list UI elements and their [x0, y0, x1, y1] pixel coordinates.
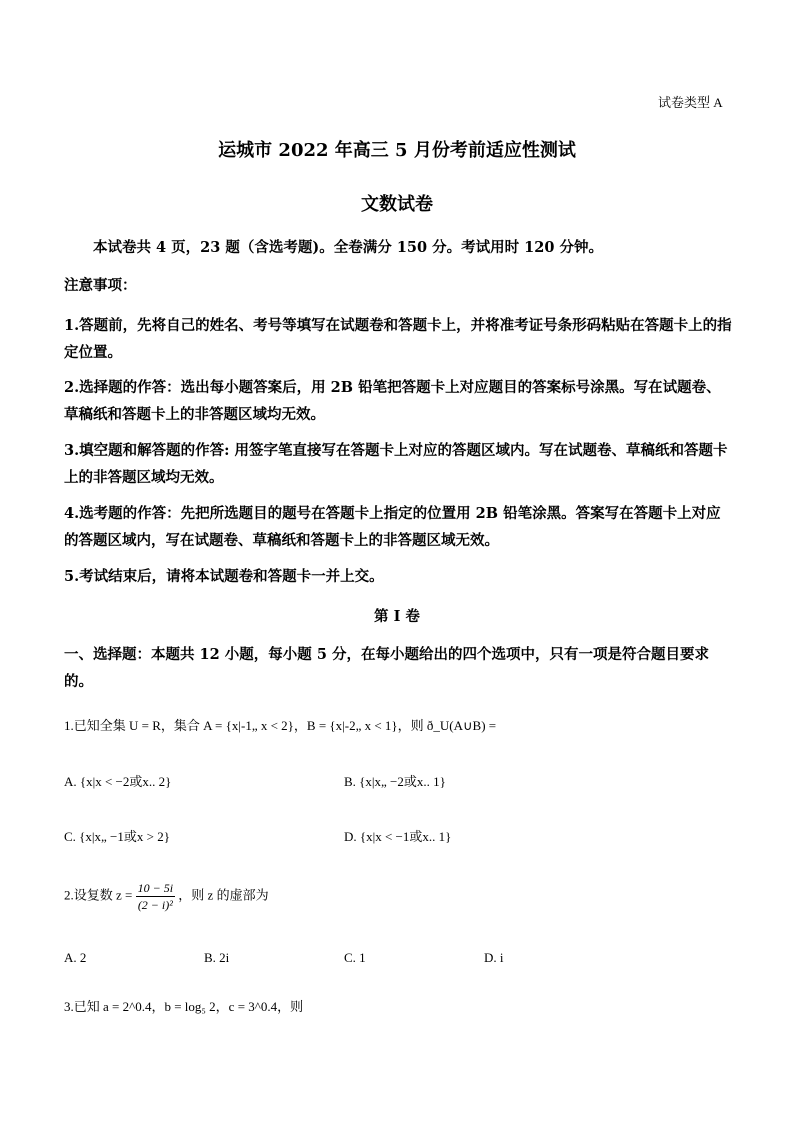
- question-2-stem: [64, 880, 269, 913]
- notice-heading: 注意事项：: [64, 277, 137, 294]
- notice-item-1: 1.答题前，先将自己的姓名、考号等填写在试题卷和答题卡上，并将准考证号条形码粘贴在答题卡上的指定位置。: [64, 317, 732, 361]
- section-title: 第 I 卷: [374, 608, 420, 625]
- question-1-option-a: A. {x|x < −2或x.. 2}: [64, 774, 172, 789]
- question-2-fraction: [136, 880, 175, 913]
- exam-intro: 本试卷共 4 页，23 题（含选考题)。全卷满分 150 分。考试用时 120 分钟。: [93, 239, 603, 256]
- question-3-stem: 3.已知 a = 2^0.4，b = log₅ 2，c = 3^0.4，则: [64, 999, 304, 1014]
- question-1-stem: 1.已知全集 U = R，集合 A = {x|-1„ x < 2}，B = {x|-2„ x < 1}，则 ð_U(A∪B) =: [64, 718, 497, 733]
- notice-item-4: 4.选考题的作答：先把所选题目的题号在答题卡上指定的位置用 2B 铅笔涂黑。答案写在答题卡上对应的答题区域内，写在试题卷、草稿纸和答题卡上的非答题区域无效。: [64, 505, 721, 549]
- question-2-numerator: 10 − 5i: [137, 881, 174, 895]
- section-instruction: 一、选择题：本题共 12 小题，每小题 5 分，在每小题给出的四个选项中，只有一项是符合题目要求的。: [64, 646, 709, 690]
- notice-item-5: 5.考试结束后，请将本试题卷和答题卡一并上交。: [64, 568, 384, 585]
- exam-title: 运城市 2022 年高三 5 月份考前适应性测试: [218, 140, 576, 161]
- question-1-option-b: B. {x|x„ −2或x.. 1}: [344, 774, 446, 789]
- question-2-option-a: A. 2: [64, 950, 87, 965]
- question-2-prefix: 2.设复数 z =: [64, 887, 133, 903]
- question-1-option-c: C. {x|x„ −1或x > 2}: [64, 829, 170, 844]
- question-1-option-d: D. {x|x < −1或x.. 1}: [344, 829, 452, 844]
- question-2-option-b: B. 2i: [204, 950, 230, 965]
- notice-item-2: 2.选择题的作答：选出每小题答案后，用 2B 铅笔把答题卡上对应题目的答案标号涂黑。写在试题卷、草稿纸和答题卡上的非答题区域均无效。: [64, 379, 721, 423]
- question-2-option-d: D. i: [484, 950, 504, 965]
- notice-item-3: 3.填空题和解答题的作答: 用签字笔直接写在答题卡上对应的答题区域内。写在试题卷、草稿纸和答题卡上的非答题区域均无效。: [64, 442, 728, 486]
- question-2-option-c: C. 1: [344, 950, 366, 965]
- question-2-denominator: (2 − i)²: [137, 898, 173, 912]
- paper-type-label: 试卷类型 A: [658, 95, 723, 110]
- exam-subtitle: 文数试卷: [361, 194, 433, 215]
- question-2-suffix: ，则 z 的虚部为: [178, 887, 269, 903]
